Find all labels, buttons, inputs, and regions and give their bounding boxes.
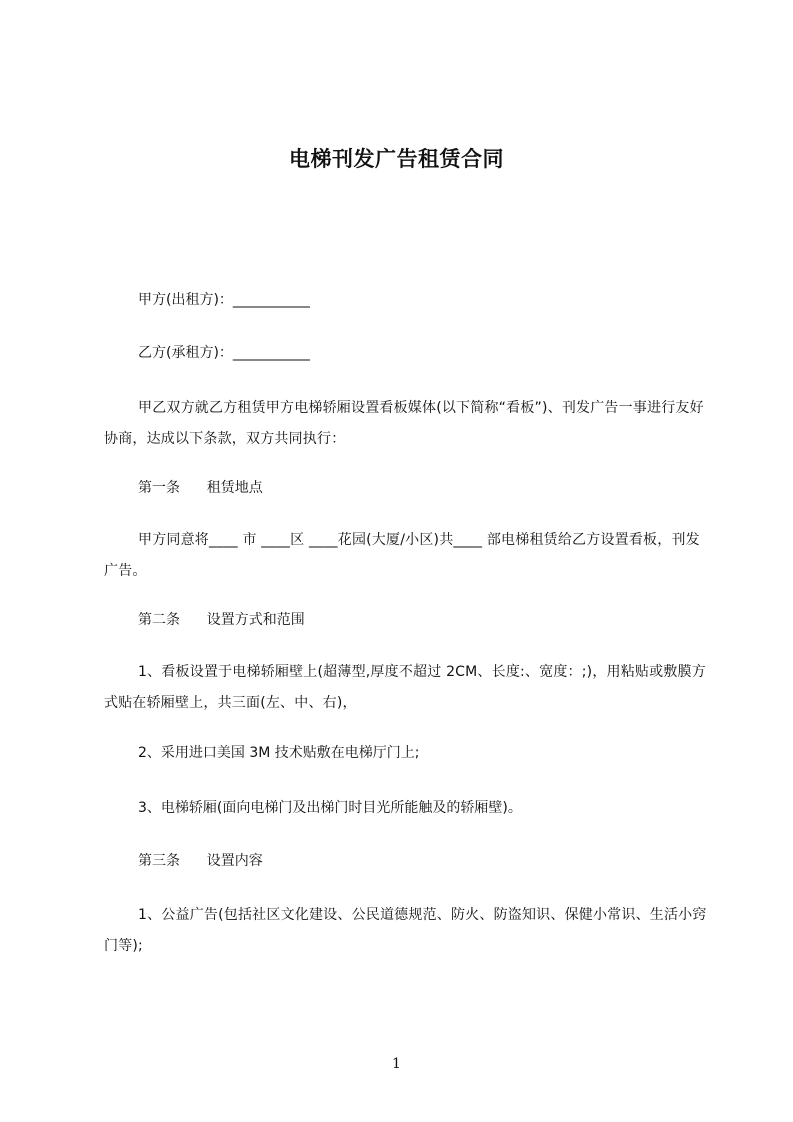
party-b-line: 乙方(承租方)：___________ [138,345,310,361]
intro-paragraph: 甲乙双方就乙方租赁甲方电梯轿厢设置看板媒体(以下简称“看板”)、刊发广告一事进行友好协商，达成以下条款，双方共同执行： [104,400,704,447]
article-2-item-1: 1、看板设置于电梯轿厢壁上(超薄型,厚度不超过 2CM、长度:、宽度：;)，用粘贴或敷膜方式贴在轿厢壁上，共三面(左、中、右)， [104,664,706,711]
page-number: 1 [392,1056,401,1072]
article-2-heading: 第二条 设置方式和范围 [138,612,305,628]
article-1-heading: 第一条 租赁地点 [138,480,263,496]
article-2-item-2: 2、采用进口美国 3M 技术贴敷在电梯厅门上; [138,745,420,761]
party-a-line: 甲方(出租方)：___________ [138,292,310,308]
article-1-text: 甲方同意将____ 市 ____区 ____花园(大厦/小区)共____ 部电梯租赁给乙方设置看板，刊发广告。 [104,532,700,579]
article-2-item-3: 3、电梯轿厢(面向电梯门及出梯门时目光所能触及的轿厢壁)。 [138,800,522,816]
article-3-item-1: 1、公益广告(包括社区文化建设、公民道德规范、防火、防盗知识、保健小常识、生活小窍门等); [104,907,707,954]
article-3-heading: 第三条 设置内容 [138,853,263,869]
document-title: 电梯刊发广告租赁合同 [289,147,504,171]
